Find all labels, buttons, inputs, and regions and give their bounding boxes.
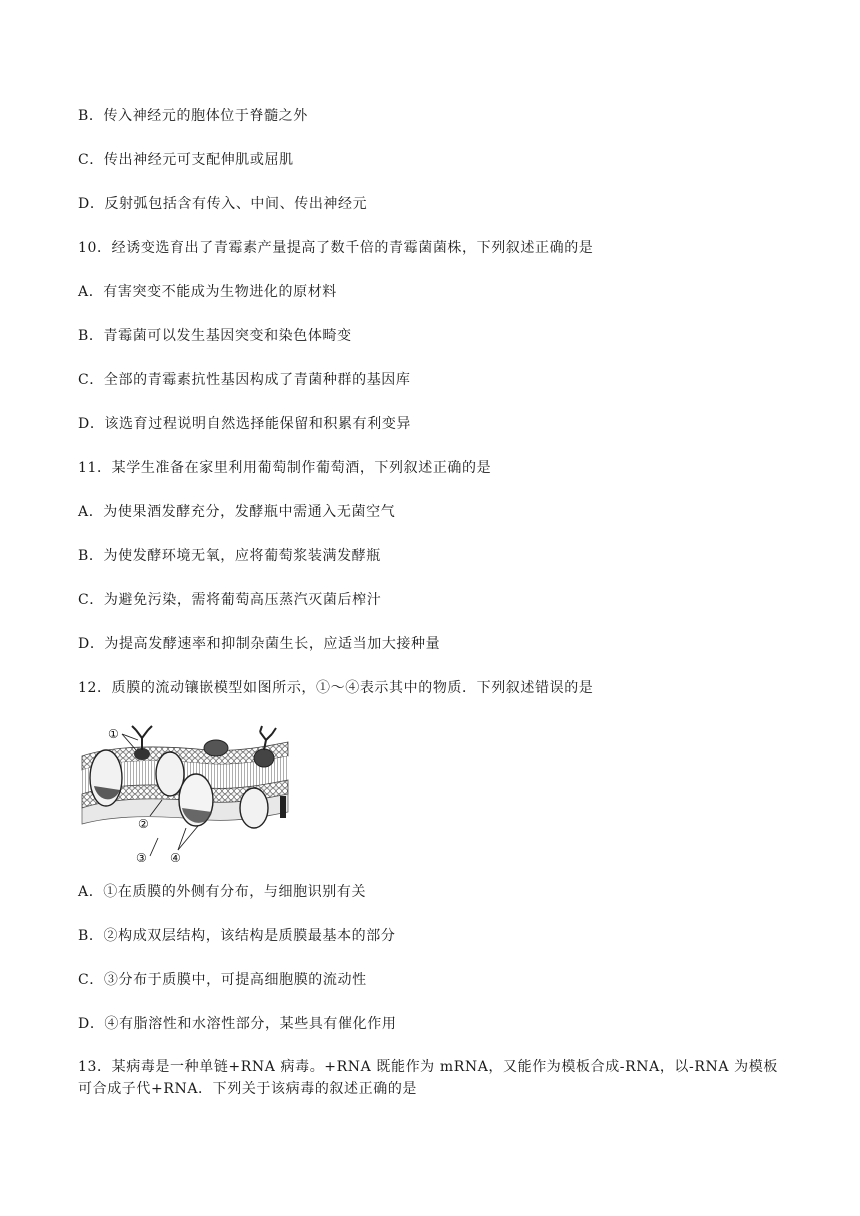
q10-option-d: D．该选育过程说明自然选择能保留和积累有利变异 — [78, 416, 412, 432]
q12-option-d: D．④有脂溶性和水溶性部分，某些具有催化作用 — [78, 1016, 397, 1032]
figure-label-1: ① — [108, 727, 119, 741]
q10-stem: 10．经诱变选育出了青霉素产量提高了数千倍的青霉菌菌株，下列叙述正确的是 — [78, 240, 594, 256]
q9-option-d: D．反射弧包括含有传入、中间、传出神经元 — [78, 196, 368, 212]
figure-label-4: ④ — [170, 851, 181, 862]
q12-option-c: C．③分布于质膜中，可提高细胞膜的流动性 — [78, 972, 367, 988]
q11-option-a: A．为使果酒发酵充分，发酵瓶中需通入无菌空气 — [78, 504, 396, 520]
q11-stem: 11．某学生准备在家里利用葡萄制作葡萄酒，下列叙述正确的是 — [78, 460, 492, 476]
q10-option-a: A．有害突变不能成为生物进化的原材料 — [78, 284, 337, 300]
q11-option-d: D．为提高发酵速率和抑制杂菌生长，应适当加大接种量 — [78, 636, 441, 652]
figure-label-2: ② — [138, 817, 149, 831]
q12-option-a: A．①在质膜的外侧有分布，与细胞识别有关 — [78, 884, 367, 900]
figure-label-3: ③ — [136, 851, 147, 862]
q9-option-c: C．传出神经元可支配伸肌或屈肌 — [78, 152, 294, 168]
q10-option-c: C．全部的青霉素抗性基因构成了青菌种群的基因库 — [78, 372, 411, 388]
q13-stem: 13．某病毒是一种单链+RNA 病毒。+RNA 既能作为 mRNA，又能作为模板合成-RNA，以-RNA 为模板可合成子代+RNA．下列关于该病毒的叙述正确的是 — [78, 1059, 778, 1097]
q12-stem: 12．质膜的流动镶嵌模型如图所示，①～④表示其中的物质．下列叙述错误的是 — [78, 680, 594, 696]
q10-option-b: B．青霉菌可以发生基因突变和染色体畸变 — [78, 328, 352, 344]
q11-option-b: B．为使发酵环境无氧，应将葡萄浆装满发酵瓶 — [78, 548, 381, 564]
membrane-model-figure — [78, 716, 290, 862]
q12-option-b: B．②构成双层结构，该结构是质膜最基本的部分 — [78, 928, 396, 944]
q9-option-b: B．传入神经元的胞体位于脊髓之外 — [78, 108, 308, 124]
q11-option-c: C．为避免污染，需将葡萄高压蒸汽灭菌后榨汁 — [78, 592, 382, 608]
